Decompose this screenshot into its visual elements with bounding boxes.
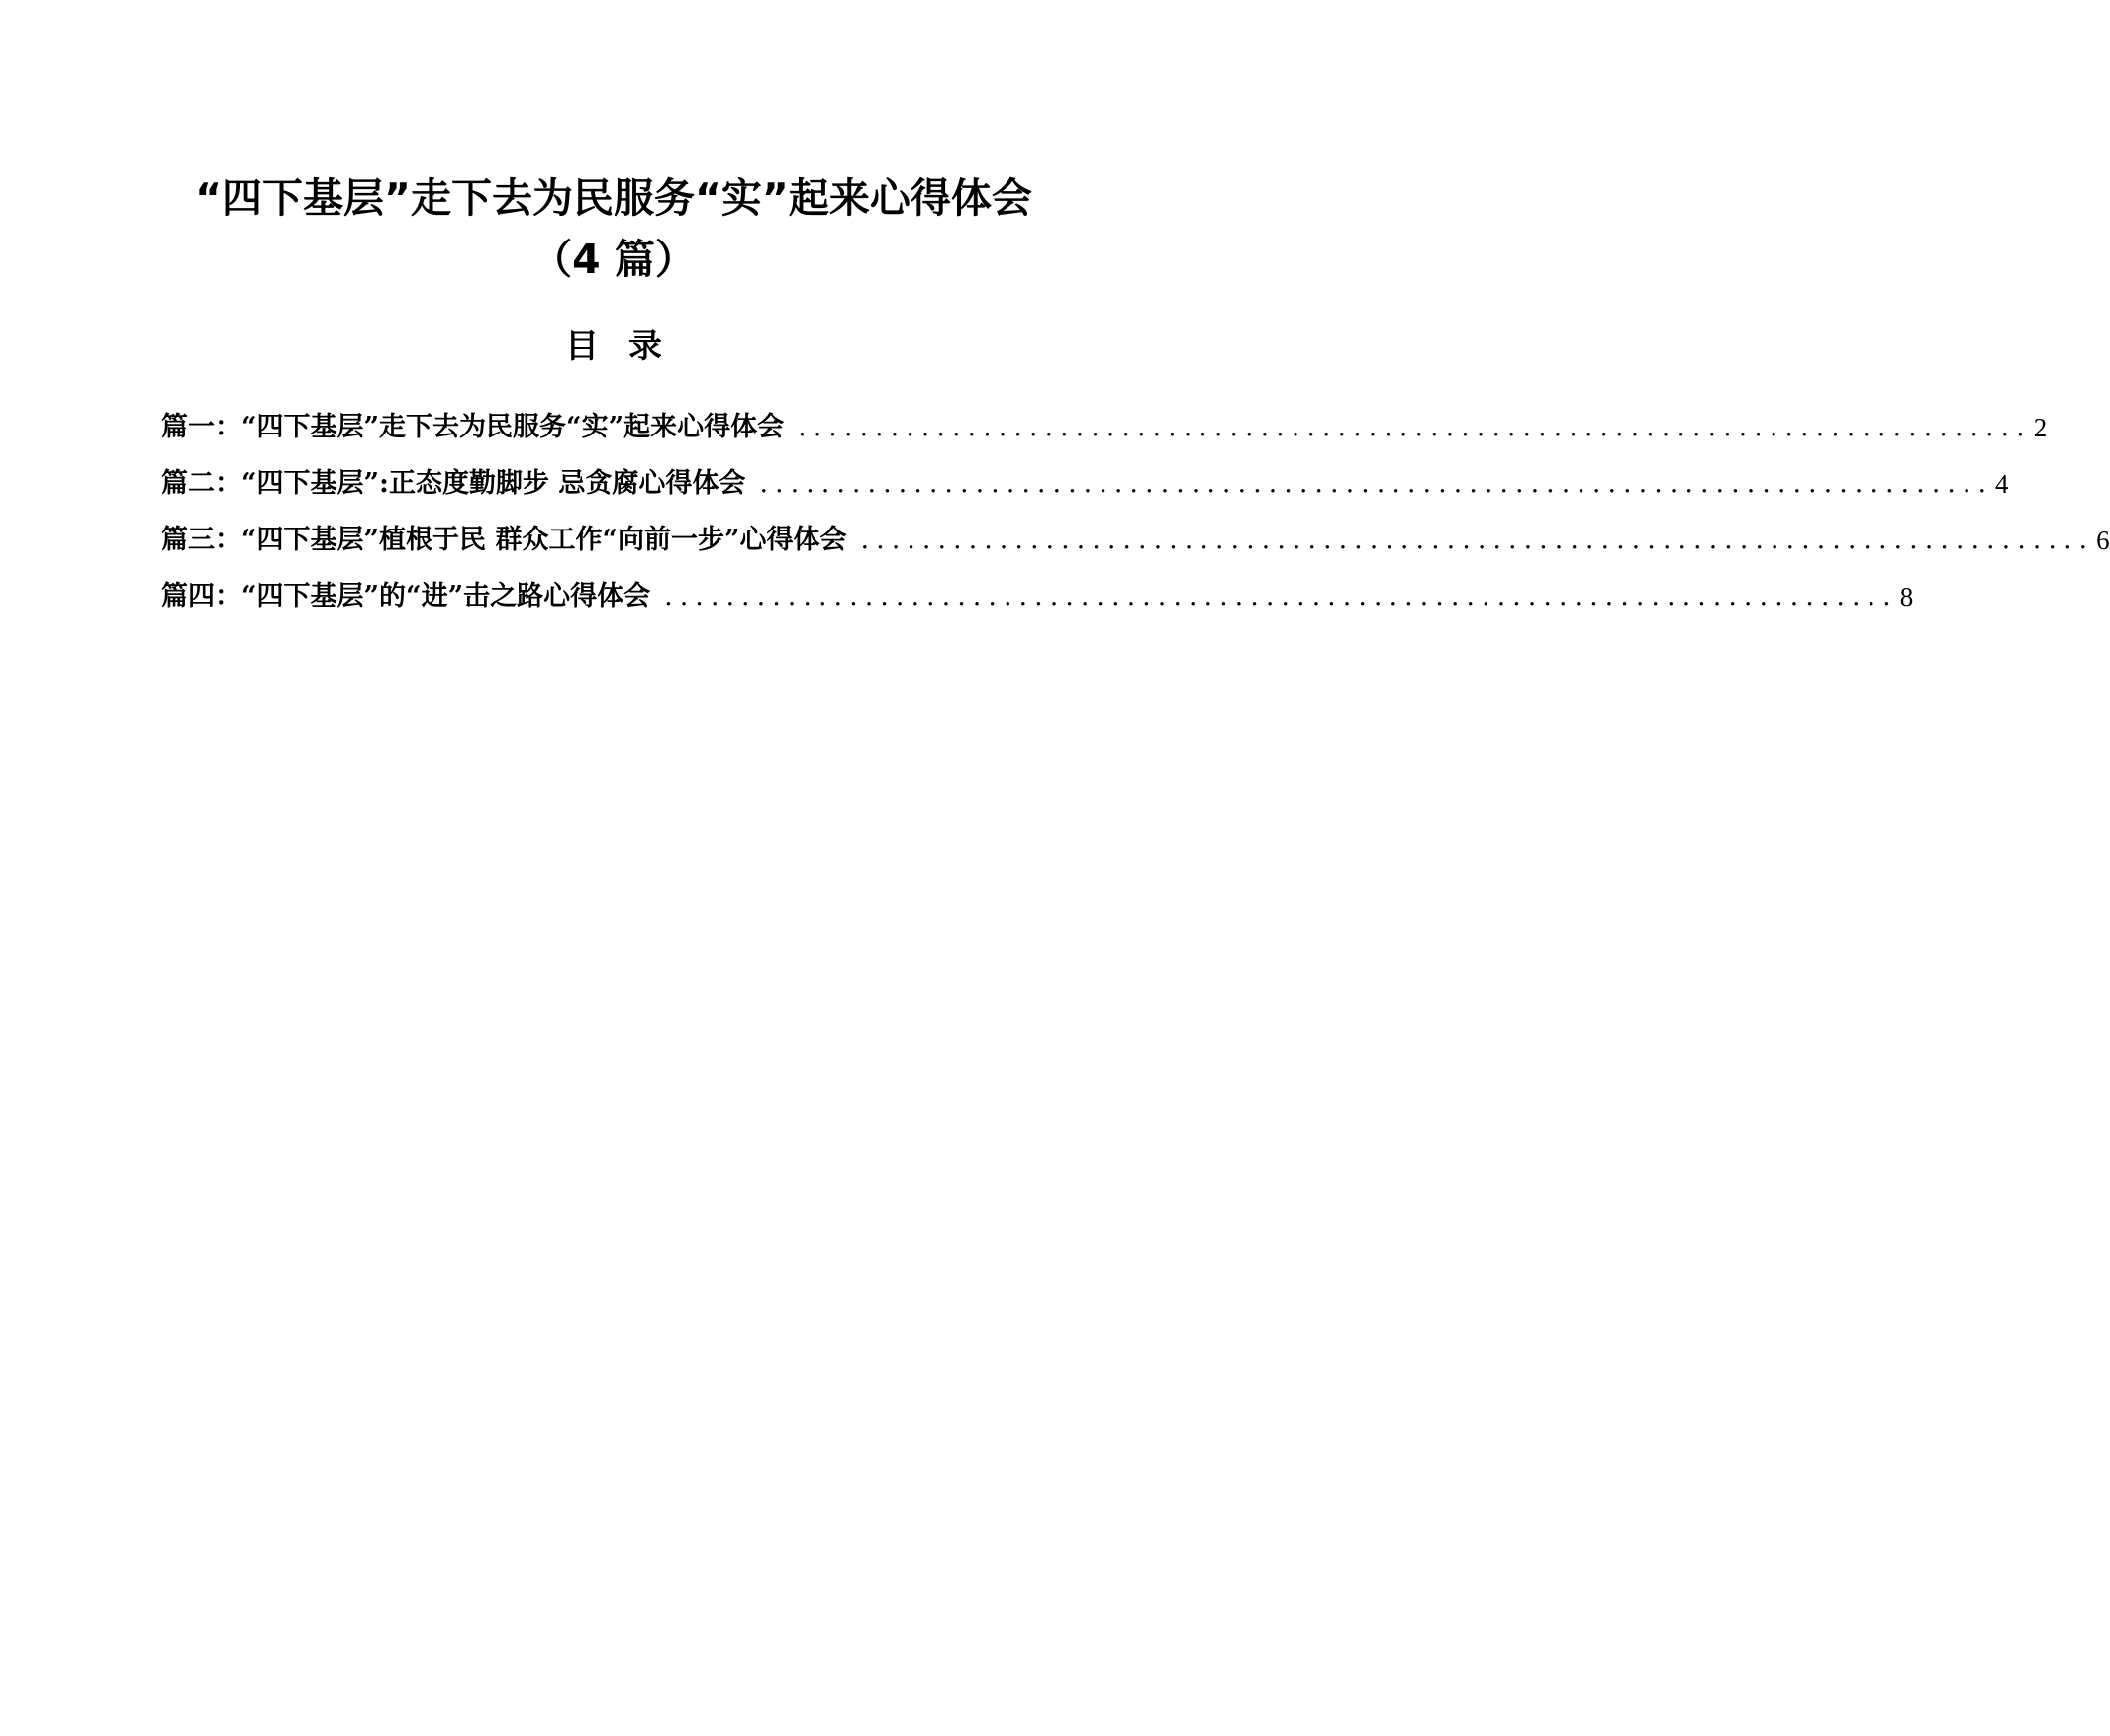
toc-entry-page-number: 8 <box>1899 582 1914 612</box>
toc-entry-page-number: 6 <box>2096 526 2110 555</box>
document-title-line1: “四下基层”走下去为民服务“实”起来心得体会 <box>195 174 1032 222</box>
toc-entry-title: “四下基层”植根于民 群众工作“向前一步”心得体会 <box>241 525 847 555</box>
toc-entry-label: 篇三： <box>161 525 241 555</box>
toc-entry[interactable] <box>161 447 2009 504</box>
toc-entry-page-number: 4 <box>1995 469 2009 499</box>
toc-entry-label: 篇二： <box>161 468 241 499</box>
toc-entry-title: “四下基层”走下去为民服务“实”起来心得体会 <box>241 412 785 442</box>
toc-entry-label: 篇四： <box>161 581 241 612</box>
toc-entry-page-number: 2 <box>2033 413 2048 442</box>
toc-leader-dots: ................................................................................ <box>860 525 2095 555</box>
toc-entry[interactable] <box>161 560 1914 617</box>
toc-entry[interactable] <box>161 391 2048 447</box>
toc-leader-dots: ................................................................................ <box>664 581 1898 612</box>
toc-heading: 目录 <box>565 327 692 366</box>
table-of-contents <box>161 391 2110 617</box>
toc-entry[interactable] <box>161 504 2110 560</box>
toc-leader-dots: ................................................................................ <box>798 412 2032 442</box>
toc-entry-title: “四下基层”的“进”击之路心得体会 <box>241 581 651 612</box>
toc-entry-title: “四下基层”:正态度勤脚步 忌贪腐心得体会 <box>241 468 746 499</box>
toc-entry-label: 篇一： <box>161 412 241 442</box>
toc-leader-dots: ................................................................................ <box>759 468 1994 499</box>
document-title-line2: （4 篇） <box>531 236 696 283</box>
